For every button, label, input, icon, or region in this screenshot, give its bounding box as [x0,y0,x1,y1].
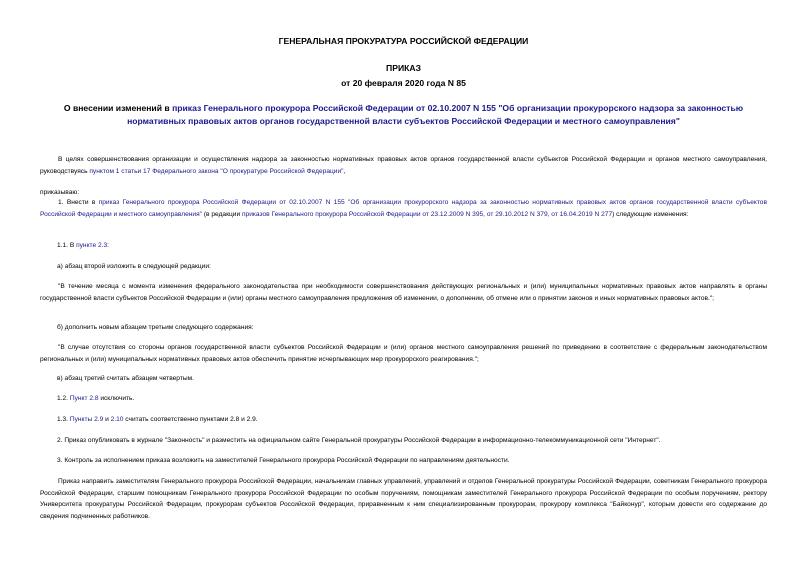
item-1-2-text-2: исключить. [98,395,135,402]
item-2: 2. Приказ опубликовать в журнале "Законность" и разместить на официальном сайте Генеральной прокуратуры Российской Федерации в информационно-телекоммуникационной сети "Интернет". [57,437,661,444]
sub-a: а) абзац второй изложить в следующей редакции: [57,263,211,270]
item-1 [40,197,767,220]
intro-text-1: В целях совершенствования организации и осуществления надзора за законностью нормативных правовых актов органов государственной власти субъектов Российской Федерации и органов местного самоуправления, руководствуясь [40,156,767,175]
item-1-text-2: (в редакции [202,210,242,218]
item-1-1-text-2: : [107,242,109,249]
item-1-3-text-2: считать соответственно пунктами 2.8 и 2.9. [123,416,258,423]
org-title: ГЕНЕРАЛЬНАЯ ПРОКУРАТУРА РОССИЙСКОЙ ФЕДЕРАЦИИ [278,36,529,46]
sub-c: в) абзац третий считать абзацем четвертым. [57,375,194,382]
item-1-amend-link[interactable]: приказов Генерального прокурора Российской Федерации от 23.12.2009 N 395, от 29.10.2012 N 379, от 16.04.2019 N 277 [241,210,613,218]
order-word: приказываю: [40,189,80,196]
intro-law-link[interactable]: пунктом 1 статьи 17 Федерального закона "О прокуратуре Российской Федерации" [89,167,344,175]
item-1-num: 1. Внести в [58,199,99,206]
item-1-3-link-2[interactable]: 2.10 [110,416,124,423]
item-1-3-text: 1.3. [57,416,70,423]
final-paragraph: Приказ направить заместителям Генерального прокурора Российской Федерации, начальникам главных управлений, управлений и отделов Генеральной прокуратуры Российской Федерации, советникам Генерального прокурора Российской Федерации, старшим помощникам Генерального прокурора Российской Федерации по особым поручениям, помощникам заместителей Генерального прокурора Российской Федерации по особым поручениям, ректору Университета прокуратуры Российской Федерации, прокурорам субъектов Российской Федерации, приравненным к ним специализированным прокурорам, прокурору комплекса "Байконур", которым довести его содержание до сведения подчиненных работников. [40,478,767,520]
item-1-1-text: 1.1. В [57,242,77,249]
sub-b: б) дополнить новым абзацем третьим следующего содержания: [57,324,254,331]
quote-2: "В случае отсутствия со стороны органов государственной власти субъектов Российской Федерации и (или) органов местного самоуправления решений по приведению в соответствие с федеральным законодательством региональных и (или) муниципальных нормативных правовых актов обеспечить принятие исчерпывающих мер прокурорского реагирования."; [40,344,767,363]
intro-text-2: , [343,167,346,175]
item-1-2-link[interactable]: Пункт 2.8 [69,395,99,402]
item-1-1-link[interactable]: пункте 2.3 [76,242,108,249]
item-3: 3. Контроль за исполнением приказа возложить на заместителей Генерального прокурора Российской Федерации по направлениям деятельности. [57,457,510,464]
item-1-3-link-1[interactable]: Пункты 2.9 [69,416,104,423]
item-1-2-text: 1.2. [57,395,70,402]
doc-date-number: от 20 февраля 2020 года N 85 [341,78,466,88]
item-1-2 [57,393,134,405]
item-1-1 [57,240,109,252]
item-1-text-3: ) следующие изменения: [612,210,689,218]
quote-1: "В течение месяца с момента изменения федерального законодательства при необходимости совершенствования действующих региональных и (или) муниципальных нормативных правовых актов направлять в органы государственной власти субъектов Российской Федерации и (или) органы местного самоуправления предложения об изменении, о дополнении, об отмене или о принятии законов и иных нормативных правовых актов."; [40,283,767,302]
doc-subject [40,102,767,127]
item-1-order-link[interactable]: приказ Генерального прокурора Российской Федерации от 02.10.2007 N 155 "Об организации прокурорского надзора за законностью нормативных правовых актов органов государственной власти субъектов Российской Федерации и местного самоуправления" [40,199,767,218]
item-1-3-mid: и [103,416,111,423]
doc-type: ПРИКАЗ [386,63,421,73]
intro-paragraph [40,154,767,177]
subject-link[interactable]: приказ Генерального прокурора Российской Федерации от 02.10.2007 N 155 "Об организации прокурорского надзора за законностью нормативных правовых актов органов государственной власти субъектов Российской Федерации и местного самоуправления" [127,103,744,126]
item-1-3 [57,414,258,426]
subject-prefix: О внесении изменений в [63,103,173,113]
